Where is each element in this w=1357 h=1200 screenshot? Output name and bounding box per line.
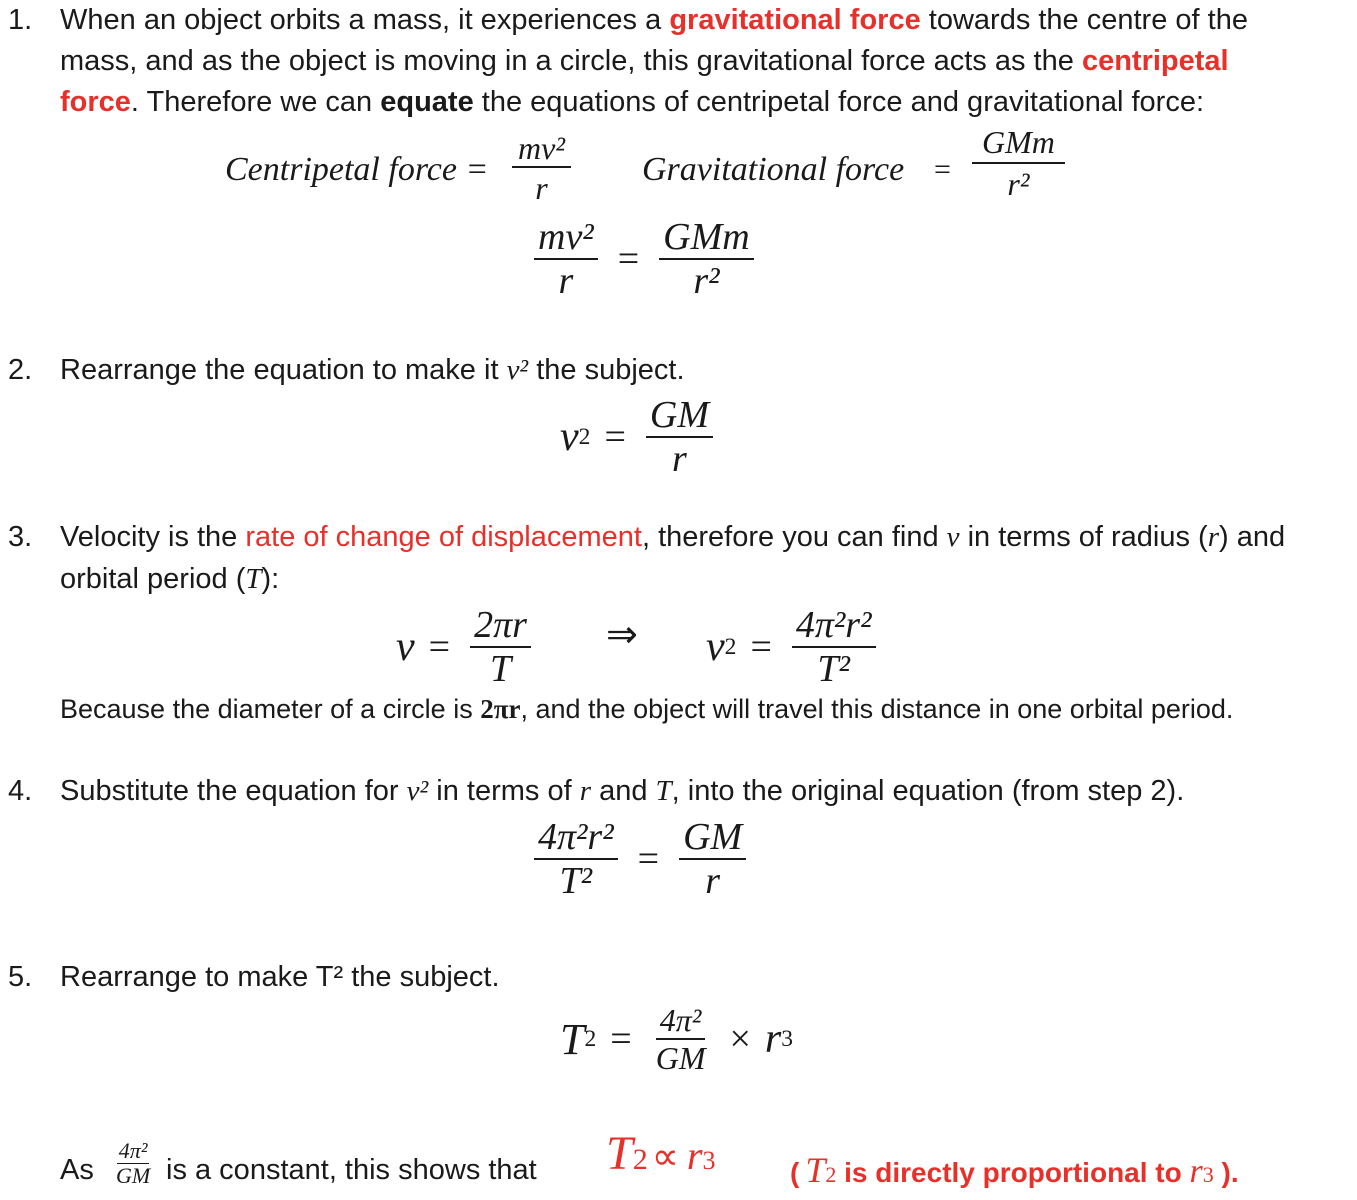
step-5-number: 5.	[8, 961, 33, 993]
centripetal-highlight: centripetal	[1081, 45, 1229, 77]
equated-right-numerator: GMm	[659, 218, 754, 260]
step-1-number: 1.	[8, 4, 33, 36]
step-5-text: Rearrange to make T² the subject.	[60, 961, 500, 993]
step-3-text: Velocity is the	[60, 521, 246, 553]
T-exponent: 2	[584, 1025, 597, 1052]
note-bold-2pir: 2πr	[480, 694, 521, 724]
force-highlight: force	[60, 86, 131, 118]
proportionality-statement	[606, 1124, 715, 1191]
T-exponent: 2	[825, 1162, 837, 1187]
cf-denominator: r	[535, 170, 548, 206]
step-5-fraction	[652, 1004, 710, 1074]
equals-sign: =	[637, 838, 660, 880]
proportional-text: is directly proportional to	[836, 1157, 1190, 1188]
centripetal-force-fraction	[512, 132, 571, 204]
step-3-line-2	[60, 559, 279, 600]
r-exponent: 3	[781, 1025, 794, 1052]
step-4-text: Substitute the equation for	[60, 775, 407, 807]
gf-numerator: GMm	[972, 126, 1065, 164]
step-4-text: and	[591, 775, 656, 807]
step-2-text: Rearrange the equation to make it	[60, 354, 507, 386]
equals-sign: =	[750, 626, 772, 668]
equated-left-denominator: r	[558, 260, 574, 302]
proportional-to-icon: ∝	[651, 1134, 679, 1178]
constant-numerator: 4π²	[118, 1138, 148, 1163]
step-1-text: When an object orbits a mass, it experiences a	[60, 4, 670, 36]
T-inline: T	[245, 563, 262, 595]
T-exponent: 2	[632, 1143, 648, 1176]
step-2-numerator: GM	[646, 396, 713, 438]
step-4-text: in terms of	[428, 775, 580, 807]
velocity-fraction	[470, 606, 531, 688]
velocity-denominator: T	[489, 648, 512, 690]
velocity-squared-equation	[706, 606, 882, 688]
r-symbol: r	[764, 1016, 782, 1062]
step-3-text: , therefore you can find	[641, 521, 947, 553]
velocity-numerator: 2πr	[470, 606, 531, 648]
step-2-equation	[560, 396, 719, 478]
step-3-note	[60, 690, 1233, 728]
T-symbol: T	[606, 1127, 633, 1180]
T-symbol: T	[805, 1150, 826, 1190]
equals-sign: =	[617, 238, 640, 280]
step-4-left-denominator: T²	[559, 860, 593, 902]
gf-denominator: r²	[1007, 166, 1030, 202]
v-exponent: 2	[724, 633, 737, 660]
step-3-text: orbital period (	[60, 563, 246, 595]
v-symbol: v	[396, 624, 415, 670]
step-4-number: 4.	[8, 775, 33, 807]
step-5-numerator: 4π²	[656, 1004, 706, 1040]
step-4-right-denominator: r	[705, 860, 721, 902]
step-4-line	[60, 771, 1184, 812]
step-2-denominator: r	[672, 438, 687, 480]
step-5-denominator: GM	[655, 1040, 706, 1076]
r-inline: r	[1207, 521, 1220, 553]
step-4-equation	[528, 818, 752, 900]
step-5-equation	[560, 1004, 793, 1074]
implies-arrow-icon: ⇒	[606, 612, 638, 656]
equated-equation	[528, 218, 760, 300]
step-4-left-fraction	[534, 818, 618, 900]
step-3-text: in terms of radius (	[959, 521, 1208, 553]
cf-numerator: mv²	[512, 132, 571, 168]
velocity-squared-fraction	[792, 606, 876, 688]
equals-sign: =	[610, 1018, 632, 1060]
r-symbol: r	[686, 1133, 703, 1178]
step-2-text: the subject.	[528, 354, 685, 386]
gravitational-force-label: Gravitational force	[642, 151, 905, 188]
step-4-text: , into the original equation (from step 2).	[671, 775, 1185, 807]
v-squared-inline: v²	[406, 775, 429, 807]
step-3-number: 3.	[8, 521, 33, 553]
step-1-text: towards the centre of the	[920, 4, 1248, 36]
step-1-line-2	[60, 41, 1229, 82]
conclusion-as: As	[60, 1154, 94, 1186]
proportionality-explanation	[790, 1150, 1239, 1195]
equate-bold: equate	[380, 86, 474, 118]
equals-sign: =	[428, 626, 451, 668]
note-text: , and the object will travel this distance in one orbital period.	[520, 694, 1234, 724]
r-exponent: 3	[1202, 1162, 1214, 1187]
velocity-squared-denominator: T²	[817, 648, 850, 690]
equated-right-fraction	[659, 218, 754, 300]
step-1-line-1	[60, 0, 1248, 41]
step-1-text: . Therefore we can	[130, 86, 381, 118]
T-inline: T	[655, 775, 672, 807]
step-1-line-3	[60, 82, 1204, 123]
equated-right-denominator: r²	[693, 260, 720, 302]
equated-left-fraction	[534, 218, 598, 300]
paren-open: (	[790, 1157, 800, 1188]
constant-denominator: GM	[116, 1163, 151, 1188]
step-1-text: mass, and as the object is moving in a circle, this gravitational force acts as the	[60, 45, 1082, 77]
step-2-line	[60, 350, 685, 391]
gravitational-force-fraction	[972, 126, 1065, 200]
constant-fraction	[116, 1140, 150, 1187]
step-4-left-numerator: 4π²r²	[534, 818, 618, 860]
centripetal-force-label: Centripetal force =	[225, 151, 489, 188]
times-sign: ×	[729, 1018, 751, 1060]
step-4-right-fraction	[679, 818, 746, 900]
gravitational-equals: =	[934, 153, 951, 186]
equals-sign: =	[604, 416, 626, 458]
conclusion-text: is a constant, this shows that	[166, 1154, 537, 1186]
v-exponent: 2	[578, 423, 591, 450]
v-symbol: v	[560, 414, 579, 460]
note-text: Because the diameter of a circle is	[60, 694, 481, 724]
equated-left-numerator: mv²	[534, 218, 598, 260]
step-3-line-1	[60, 517, 1285, 558]
v-inline: v	[946, 521, 960, 553]
r-exponent: 3	[702, 1146, 716, 1175]
velocity-squared-numerator: 4π²r²	[792, 606, 876, 648]
gravitational-force-highlight: gravitational force	[669, 4, 921, 36]
step-2-fraction	[646, 396, 713, 478]
step-1-text: the equations of centripetal force and gravitational force:	[473, 86, 1205, 118]
step-3-text: ):	[261, 563, 280, 595]
paren-close: ).	[1213, 1157, 1239, 1188]
step-3-text: ) and	[1219, 521, 1286, 553]
r-inline: r	[579, 775, 592, 807]
velocity-equation	[396, 606, 537, 688]
displacement-highlight: rate of change of displacement	[245, 521, 642, 553]
v-symbol: v	[706, 624, 725, 670]
T-symbol: T	[560, 1014, 585, 1064]
step-2-number: 2.	[8, 354, 33, 386]
r-symbol: r	[1189, 1153, 1203, 1190]
v-squared-inline: v²	[506, 354, 529, 386]
step-4-right-numerator: GM	[679, 818, 746, 860]
